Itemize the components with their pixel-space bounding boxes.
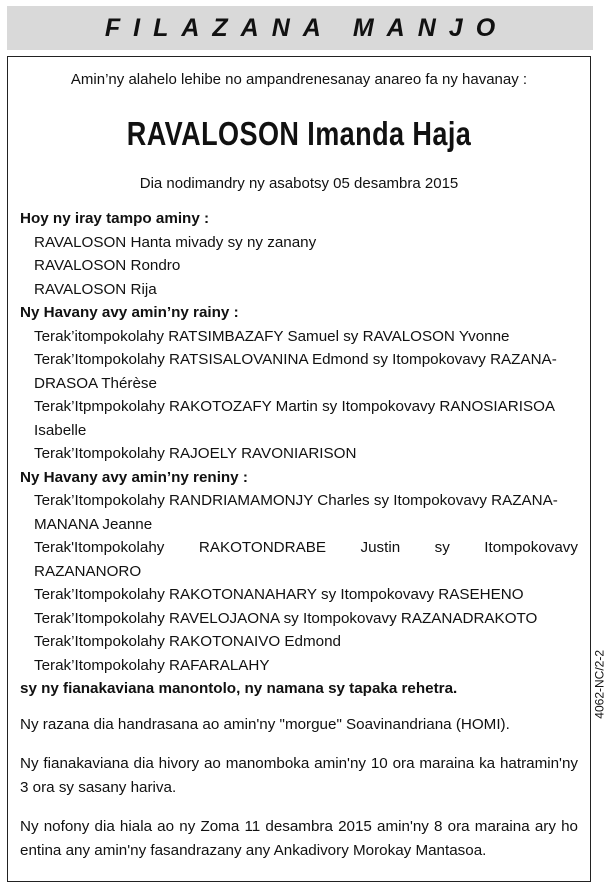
list-item: Terak’Itompokolahy RAKOTONAIVO Edmond: [34, 633, 341, 650]
list-item: Terak’Itompokolahy RAVELOJAONA sy Itompokovavy RAZANADRAKOTO: [34, 609, 538, 627]
list-item: Terak’Itompokolahy RANDRIAMAMONJY Charles sy Itompokovavy RAZANA-: [34, 492, 558, 509]
paragraph: Ny fianakaviana dia hivory ao manomboka amin'ny 10 ora maraina ka hatramin'ny 3 ora sy sasany hariva.: [20, 755, 578, 796]
section-title: Ny Havany avy amin’ny rainy :: [20, 304, 239, 321]
intro-text: Amin’ny alahelo lehibe no ampandrenesanay anareo fa ny havanay :: [70, 71, 528, 88]
paragraph: Ny nofony dia hiala ao ny Zoma 11 desambra 2015 amin'ny 8 ora maraina ary ho entina any amin'ny fasandrazany any Ankadivory Morokay Mantasoa.: [20, 818, 578, 859]
list-item: Terak’Itompokolahy RAFARALAHY: [34, 656, 270, 674]
closing-line: sy ny fianakaviana manontolo, ny namana sy tapaka rehetra.: [20, 680, 458, 697]
list-item: Terak’itompokolahy RATSIMBAZAFY Samuel sy RAVALOSON Yvonne: [34, 327, 510, 345]
list-item: Terak'Itompokolahy RAKOTONDRABE Justin sy Itompokovavy: [34, 539, 578, 556]
list-item: Isabelle: [34, 421, 87, 439]
list-item: Terak’Itompokolahy RAJOELY RAVONIARISON: [34, 445, 357, 462]
list-item: DRASOA Thérèse: [34, 374, 157, 392]
notice-frame: [7, 56, 591, 882]
deceased-name: RAVALOSON Imanda Haja: [126, 115, 472, 152]
list-item: Terak’Itompokolahy RATSISALOVANINA Edmond sy Itompokovavy RAZANA-: [34, 351, 557, 368]
page-title: FILAZANA MANJO: [104, 13, 509, 42]
list-item: RAZANANORO: [34, 562, 142, 580]
list-item: Terak’Itpmpokolahy RAKOTOZAFY Martin sy Itompokovavy RANOSIARISOA: [34, 398, 556, 415]
list-item: RAVALOSON Hanta mivady sy ny zanany: [34, 233, 317, 251]
list-item: RAVALOSON Rija: [34, 280, 157, 298]
list-item: RAVALOSON Rondro: [34, 257, 181, 274]
section-title: Ny Havany avy amin’ny reniny :: [20, 468, 248, 486]
header-bar: [7, 6, 593, 50]
death-date: Dia nodimandry ny asabotsy 05 desambra 2015: [139, 175, 459, 192]
list-item: MANANA Jeanne: [34, 515, 153, 533]
notice-body: [20, 207, 578, 862]
reference-code: 4062-NC/2-2: [593, 650, 607, 719]
section-title: Hoy ny iray tampo aminy :: [20, 210, 210, 227]
paragraph: Ny razana dia handrasana ao amin'ny "morgue" Soavinandriana (HOMI).: [20, 715, 510, 733]
list-item: Terak’Itompokolahy RAKOTONANAHARY sy Itompokovavy RASEHENO: [34, 586, 524, 603]
